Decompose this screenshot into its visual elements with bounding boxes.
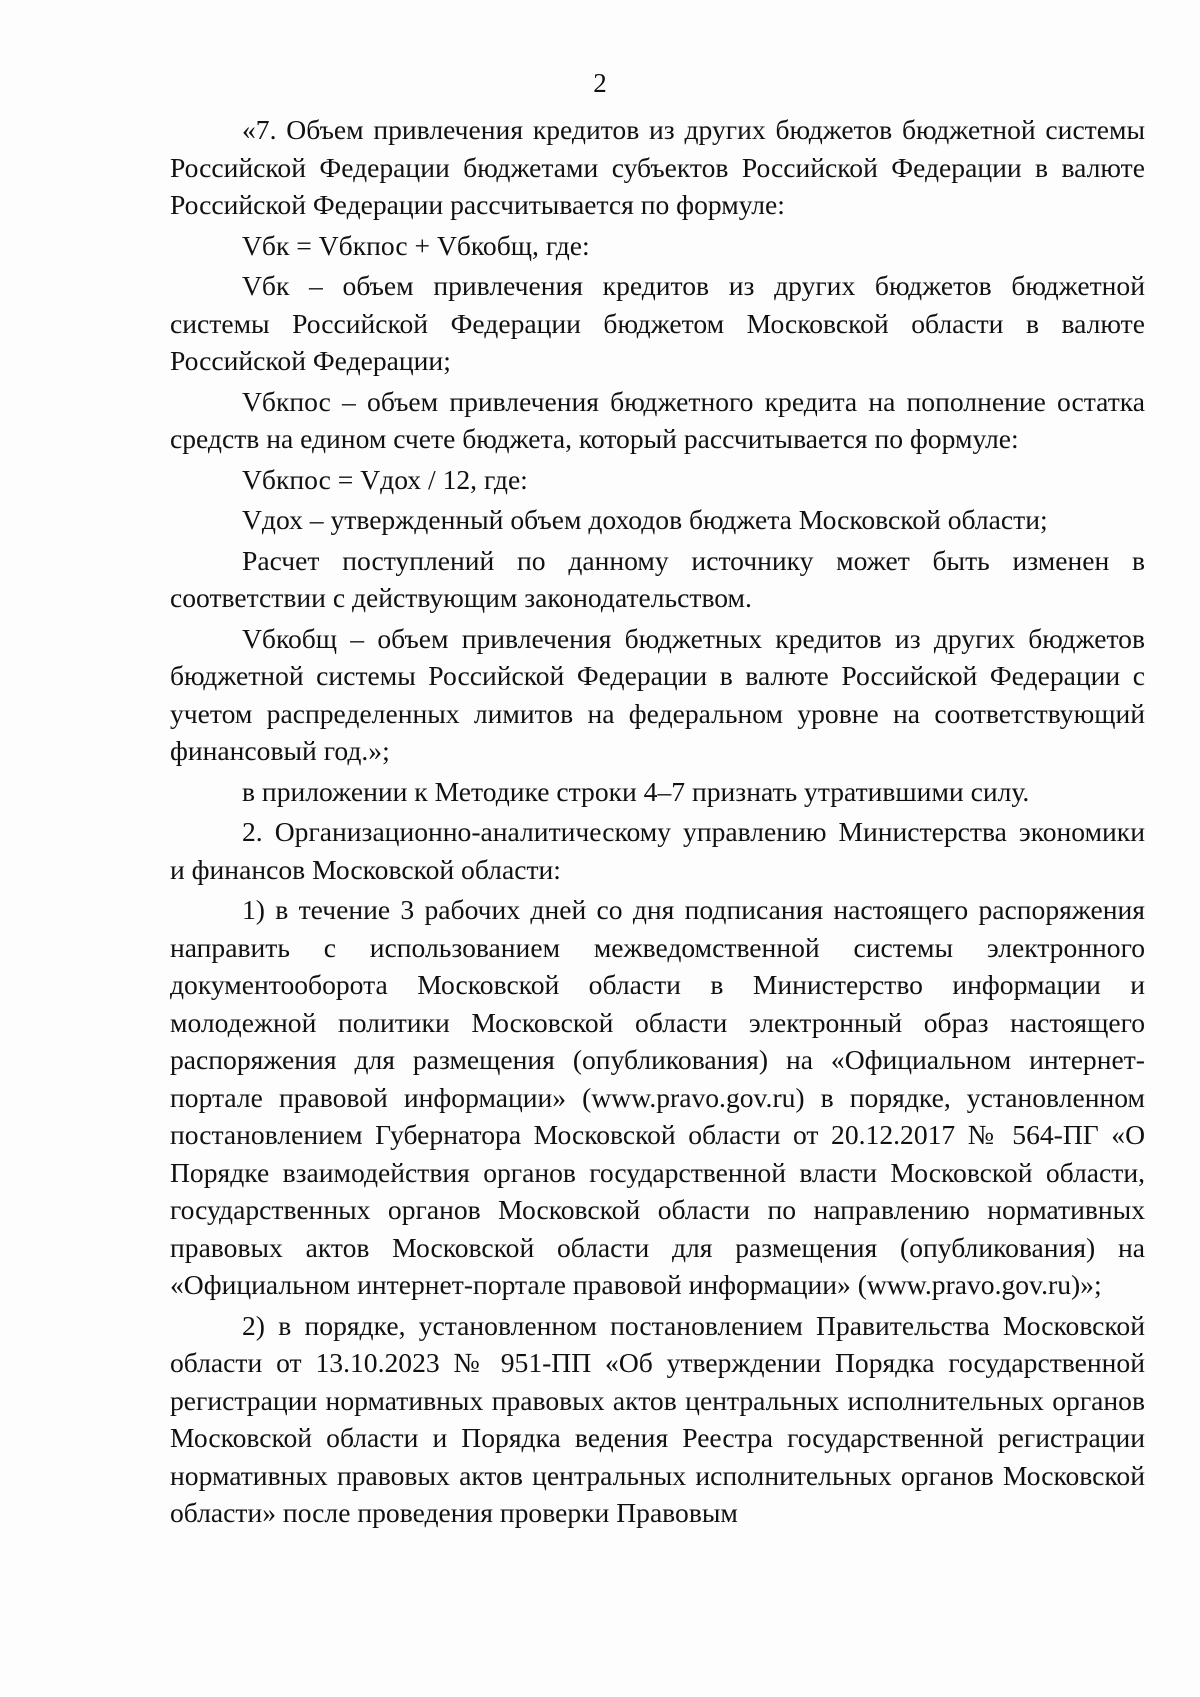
- paragraph-vbk-definition: Vбк – объем привлечения кредитов из других бюджетов бюджетной системы Российской Федерации бюджетом Московской области в валюте Российской Федерации;: [170, 270, 1145, 376]
- paragraph-formula-vbk: Vбк = Vбкпос + Vбкобщ, где:: [242, 229, 590, 261]
- paragraph-subitem-1: 1) в течение 3 рабочих дней со дня подписания настоящего распоряжения направить с использованием межведомственной системы электронного документооборота Московской области в Министерство информации и молодежной политики Московской области электронный образ настоящего распоряжения для размещения (опубликования) на «Официальном интернет-портале правовой информации» (www.pravo.gov.ru) в порядке, установленном постановлением Губернатора Московской области от 20.12.2017 № 564-ПГ «О Порядке взаимодействия органов государственной власти Московской области, государственных органов Московской области по направлению нормативных правовых актов Московской области для размещения (опубликования) на «Официальном интернет-портале правовой информации» (www.pravo.gov.ru)»;: [170, 894, 1145, 1300]
- page-number: 2: [593, 68, 607, 98]
- paragraph-formula-vbkpos: Vбкпос = Vдох / 12, где:: [242, 463, 528, 495]
- paragraph-vbkpos-definition: Vбкпос – объем привлечения бюджетного кредита на пополнение остатка средств на едином счете бюджета, который рассчитывается по формуле:: [170, 385, 1145, 454]
- paragraph-vbkobsch-definition: Vбкобщ – объем привлечения бюджетных кредитов из других бюджетов бюджетной системы Российской Федерации в валюте Российской Федерации с учетом распределенных лимитов на федеральном уровне на соответствующий финансовый год.»;: [170, 622, 1145, 766]
- paragraph-calculation-note: Расчет поступлений по данному источнику может быть изменен в соответствии с действующим законодательством.: [170, 544, 1145, 613]
- paragraph-item-2: 2. Организационно-аналитическому управлению Министерства экономики и финансов Московской области:: [170, 816, 1145, 885]
- paragraph-formula-intro: «7. Объем привлечения кредитов из других бюджетов бюджетной системы Российской Федерации бюджетами субъектов Российской Федерации в валюте Российской Федерации рассчитывается по формуле:: [170, 114, 1145, 220]
- paragraph-appendix-rows: в приложении к Методике строки 4–7 признать утратившими силу.: [242, 775, 1030, 807]
- document-body: [170, 111, 1145, 1532]
- paragraph-vdoh-definition: Vдох – утвержденный объем доходов бюджета Московской области;: [242, 504, 1048, 535]
- paragraph-subitem-2: 2) в порядке, установленном постановлением Правительства Московской области от 13.10.2023 № 951-ПП «Об утверждении Порядка государственной регистрации нормативных правовых актов центральных исполнительных органов Московской области и Порядка ведения Реестра государственной регистрации нормативных правовых актов центральных исполнительных органов Московской области» после проведения проверки Правовым: [170, 1309, 1145, 1528]
